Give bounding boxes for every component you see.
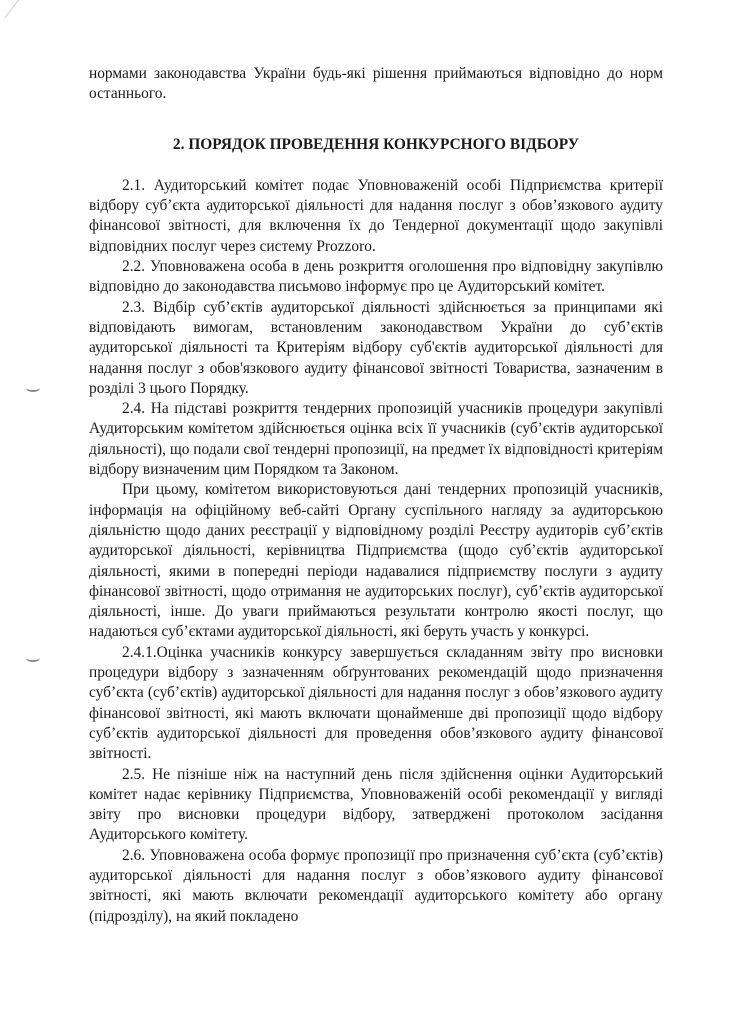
paragraph-2-6: 2.6. Уповноважена особа формує пропозиції про призначення суб’єкта (суб’єктів) аудиторської діяльності для надання послуг з обов’язкового аудиту фінансової звітності, які мають включати рекомендації аудиторського комітету або органу (підрозділу), на який покладено: [89, 846, 663, 925]
section-heading: 2. ПОРЯДОК ПРОВЕДЕННЯ КОНКУРСНОГО ВІДБОРУ: [172, 135, 580, 153]
paragraph-2-5: 2.5. Не пізніше ніж на наступний день після здійснення оцінки Аудиторський комітет надає керівнику Підприємства, Уповноваженій особі рекомендації у вигляді звіту про висновки процедури відбору, затверджені протоколом засідання Аудиторського комітету.: [89, 765, 663, 844]
punch-hole-mark: [26, 654, 40, 662]
paragraph-2-2: 2.2. Уповноважена особа в день розкриття оголошення про відповідну закупівлю відповідно до законодавства письмово інформує про це Аудиторський комітет.: [89, 258, 663, 296]
punch-hole-mark: [26, 384, 40, 392]
paragraph-2-4-note: При цьому, комітетом використовуються дані тендерних пропозицій учасників, інформація на офіційному веб-сайті Органу суспільного нагляду за аудиторською діяльністю щодо даних реєстрації у відповідному розділі Реєстру аудиторів суб’єктів аудиторської діяльності, керівництва Підприємства (щодо суб’єктів аудиторської діяльності, якими в попередні періоди надавалися підприємству послуги з аудиту фінансової звітності, щодо отримання не аудиторських послуг), суб’єктів аудиторської діяльності, інше. До уваги приймаються результати контролю якості послуг, що надаються суб’єктами аудиторської діяльності, які беруть участь у конкурсі.: [89, 481, 663, 641]
paragraph-2-4-1: 2.4.1.Оцінка учасників конкурсу завершується складанням звіту про висновки процедури відбору з зазначенням обґрунтованих рекомендацій щодо призначення суб’єкта (суб’єктів) аудиторської діяльності для надання послуг з обов’язкового аудиту фінансової звітності, які мають включати щонайменше дві пропозиції щодо відбору суб’єктів аудиторської діяльності для проведення обов’язкового аудиту фінансової звітності.: [89, 643, 663, 763]
paragraph-2-4: 2.4. На підставі розкриття тендерних пропозицій учасників процедури закупівлі Аудиторським комітетом здійснюється оцінка всіх її учасників (суб’єктів аудиторської діяльності), що подали свої тендерні пропозиції, на предмет їх відповідності критеріям відбору визначеним цим Порядком та Законом.: [89, 400, 663, 479]
scan-artifact-line: [4, 0, 44, 19]
document-page: [89, 64, 663, 927]
intro-paragraph: нормами законодавства України будь-які рішення приймаються відповідно до норм останнього.: [89, 65, 663, 103]
paragraph-2-3: 2.3. Відбір суб’єктів аудиторської діяльності здійснюється за принципами які відповідають вимогам, встановленим законодавством України до суб’єктів аудиторської діяльності та Критеріям відбору суб'єктів аудиторської діяльності для надання послуг з обов'язкового аудиту фінансової звітності Товариства, зазначеним в розділі 3 цього Порядку.: [89, 298, 663, 397]
paragraph-2-1: 2.1. Аудиторський комітет подає Уповноваженій особі Підприємства критерії відбору суб’єкта аудиторської діяльності для надання послуг з обов’язкового аудиту фінансової звітності, для включення їх до Тендерної документації щодо закупівлі відповідних послуг через систему Prozzoro.: [89, 176, 663, 255]
